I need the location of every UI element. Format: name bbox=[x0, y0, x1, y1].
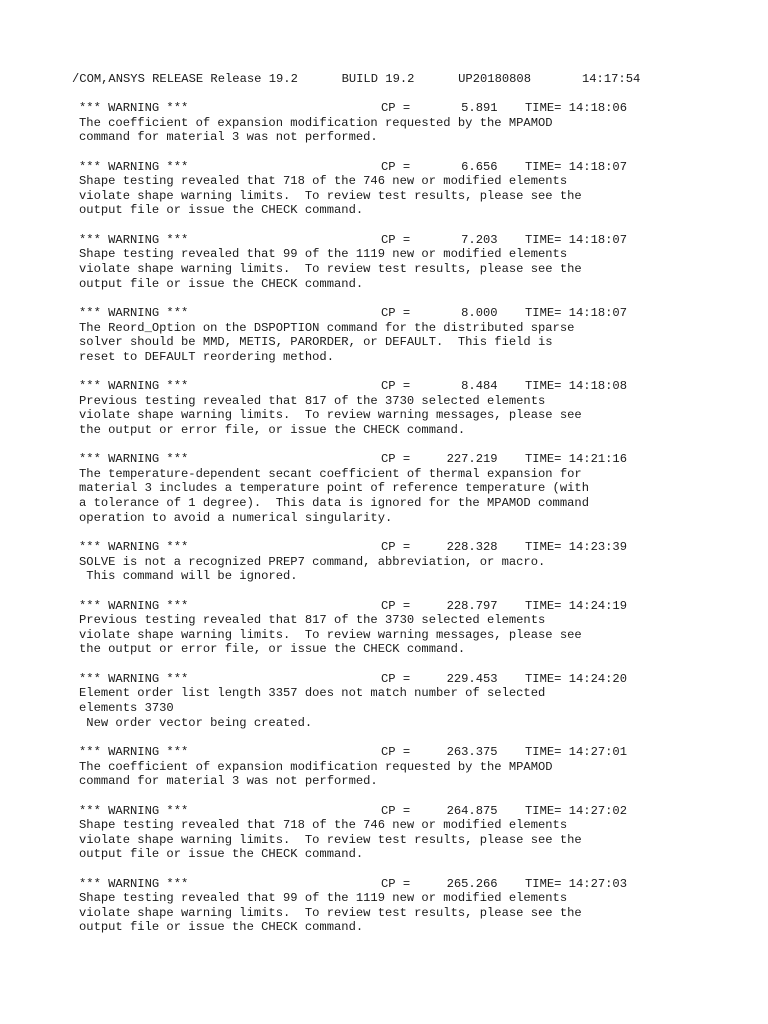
warning-text-line: Shape testing revealed that 718 of the 746 new or modified elements bbox=[79, 818, 568, 833]
timestamp: TIME= 14:24:19 bbox=[525, 598, 627, 613]
timestamp: TIME= 14:21:16 bbox=[525, 452, 627, 467]
warning-title: *** WARNING *** bbox=[79, 803, 189, 818]
warning-header bbox=[79, 160, 627, 175]
warning-title: *** WARNING *** bbox=[79, 671, 189, 686]
warning-header bbox=[79, 599, 627, 614]
warning-block bbox=[79, 101, 627, 145]
warning-text-line: violate shape warning limits. To review warning messages, please see bbox=[79, 408, 582, 423]
timestamp: TIME= 14:27:03 bbox=[525, 876, 627, 891]
warning-header bbox=[79, 745, 627, 760]
cp-time-value: CP = 264.875 bbox=[381, 803, 498, 818]
warning-block bbox=[79, 745, 627, 789]
cp-time-value: CP = 6.656 bbox=[381, 159, 498, 174]
warning-text-line: The coefficient of expansion modification requested by the MPAMOD bbox=[79, 759, 553, 774]
warning-title: *** WARNING *** bbox=[79, 159, 189, 174]
warning-title: *** WARNING *** bbox=[79, 598, 189, 613]
cp-time-value: CP = 228.328 bbox=[381, 540, 498, 555]
warning-text-line: Previous testing revealed that 817 of the 3730 selected elements bbox=[79, 613, 546, 628]
cp-time-value: CP = 8.484 bbox=[381, 379, 498, 394]
warning-text-line: The Reord_Option on the DSPOPTION command for the distributed sparse bbox=[79, 320, 575, 335]
warning-header bbox=[79, 306, 627, 321]
timestamp: TIME= 14:18:08 bbox=[525, 379, 627, 394]
cp-time-value: CP = 227.219 bbox=[381, 452, 498, 467]
cp-time-value: CP = 7.203 bbox=[381, 232, 498, 247]
warning-text-line: command for material 3 was not performed. bbox=[79, 130, 378, 145]
warning-text-line: output file or issue the CHECK command. bbox=[79, 203, 364, 218]
warning-text-line: reset to DEFAULT reordering method. bbox=[79, 349, 334, 364]
timestamp: TIME= 14:18:07 bbox=[525, 232, 627, 247]
timestamp: TIME= 14:18:07 bbox=[525, 159, 627, 174]
warning-text-line: a tolerance of 1 degree). This data is ignored for the MPAMOD command bbox=[79, 496, 589, 511]
warning-header bbox=[79, 672, 627, 687]
warning-header bbox=[79, 233, 627, 248]
warning-text-line: violate shape warning limits. To review test results, please see the bbox=[79, 832, 582, 847]
warning-text-line: Previous testing revealed that 817 of the 3730 selected elements bbox=[79, 393, 546, 408]
warning-header bbox=[79, 452, 627, 467]
warning-text-line: The coefficient of expansion modification requested by the MPAMOD bbox=[79, 115, 553, 130]
cp-time-value: CP = 263.375 bbox=[381, 744, 498, 759]
cp-time-value: CP = 229.453 bbox=[381, 671, 498, 686]
timestamp: TIME= 14:18:07 bbox=[525, 305, 627, 320]
warning-block bbox=[79, 599, 627, 657]
warning-text-line: violate shape warning limits. To review test results, please see the bbox=[79, 261, 582, 276]
warning-header bbox=[79, 877, 627, 892]
warning-block bbox=[79, 233, 627, 291]
warning-title: *** WARNING *** bbox=[79, 379, 189, 394]
warning-text-line: elements 3730 bbox=[79, 700, 174, 715]
warning-text-line: command for material 3 was not performed. bbox=[79, 774, 378, 789]
warning-block bbox=[79, 452, 627, 525]
warning-header bbox=[79, 540, 627, 555]
cp-time-value: CP = 8.000 bbox=[381, 305, 498, 320]
warning-text-line: output file or issue the CHECK command. bbox=[79, 920, 364, 935]
timestamp: TIME= 14:23:39 bbox=[525, 540, 627, 555]
timestamp: TIME= 14:24:20 bbox=[525, 671, 627, 686]
warning-text-line: New order vector being created. bbox=[79, 715, 313, 730]
warning-text-line: the output or error file, or issue the CHECK command. bbox=[79, 422, 466, 437]
warning-text-line: output file or issue the CHECK command. bbox=[79, 276, 364, 291]
warning-text-line: violate shape warning limits. To review test results, please see the bbox=[79, 905, 582, 920]
warning-header bbox=[79, 804, 627, 819]
warning-block bbox=[79, 804, 627, 862]
warning-title: *** WARNING *** bbox=[79, 232, 189, 247]
warning-header bbox=[79, 379, 627, 394]
warning-text-line: the output or error file, or issue the CHECK command. bbox=[79, 642, 466, 657]
warning-title: *** WARNING *** bbox=[79, 540, 189, 555]
timestamp: TIME= 14:27:01 bbox=[525, 744, 627, 759]
warning-title: *** WARNING *** bbox=[79, 305, 189, 320]
warning-text-line: Shape testing revealed that 99 of the 1119 new or modified elements bbox=[79, 247, 568, 262]
warning-title: *** WARNING *** bbox=[79, 101, 189, 115]
warning-text-line: violate shape warning limits. To review warning messages, please see bbox=[79, 627, 582, 642]
warning-text-line: Shape testing revealed that 718 of the 746 new or modified elements bbox=[79, 174, 568, 189]
warning-text-line: operation to avoid a numerical singularity. bbox=[79, 510, 393, 525]
warning-title: *** WARNING *** bbox=[79, 744, 189, 759]
warning-block bbox=[79, 672, 627, 730]
warning-block bbox=[79, 306, 627, 364]
warning-block bbox=[79, 877, 627, 935]
warning-block bbox=[79, 160, 627, 218]
cp-time-value: CP = 5.891 bbox=[381, 101, 498, 115]
warning-text-line: Shape testing revealed that 99 of the 1119 new or modified elements bbox=[79, 891, 568, 906]
warning-header bbox=[79, 101, 627, 116]
warning-text-line: output file or issue the CHECK command. bbox=[79, 847, 364, 862]
warning-text-line: Element order list length 3357 does not match number of selected bbox=[79, 686, 546, 701]
warning-block bbox=[79, 540, 627, 584]
ansys-header-line: /COM,ANSYS RELEASE Release 19.2 BUILD 19.2 UP20180808 14:17:54 bbox=[72, 72, 641, 86]
warning-title: *** WARNING *** bbox=[79, 876, 189, 891]
warning-text-line: SOLVE is not a recognized PREP7 command, abbreviation, or macro. bbox=[79, 554, 546, 569]
warning-text-line: solver should be MMD, METIS, PARORDER, or DEFAULT. This field is bbox=[79, 335, 553, 350]
warning-text-line: violate shape warning limits. To review test results, please see the bbox=[79, 188, 582, 203]
cp-time-value: CP = 265.266 bbox=[381, 876, 498, 891]
warning-message-list bbox=[79, 101, 627, 950]
timestamp: TIME= 14:27:02 bbox=[525, 803, 627, 818]
cp-time-value: CP = 228.797 bbox=[381, 598, 498, 613]
timestamp: TIME= 14:18:06 bbox=[525, 101, 627, 115]
warning-text-line: The temperature-dependent secant coefficient of thermal expansion for bbox=[79, 466, 582, 481]
warning-block bbox=[79, 379, 627, 437]
warning-text-line: material 3 includes a temperature point of reference temperature (with bbox=[79, 481, 589, 496]
warning-text-line: This command will be ignored. bbox=[79, 569, 298, 584]
warning-title: *** WARNING *** bbox=[79, 452, 189, 467]
